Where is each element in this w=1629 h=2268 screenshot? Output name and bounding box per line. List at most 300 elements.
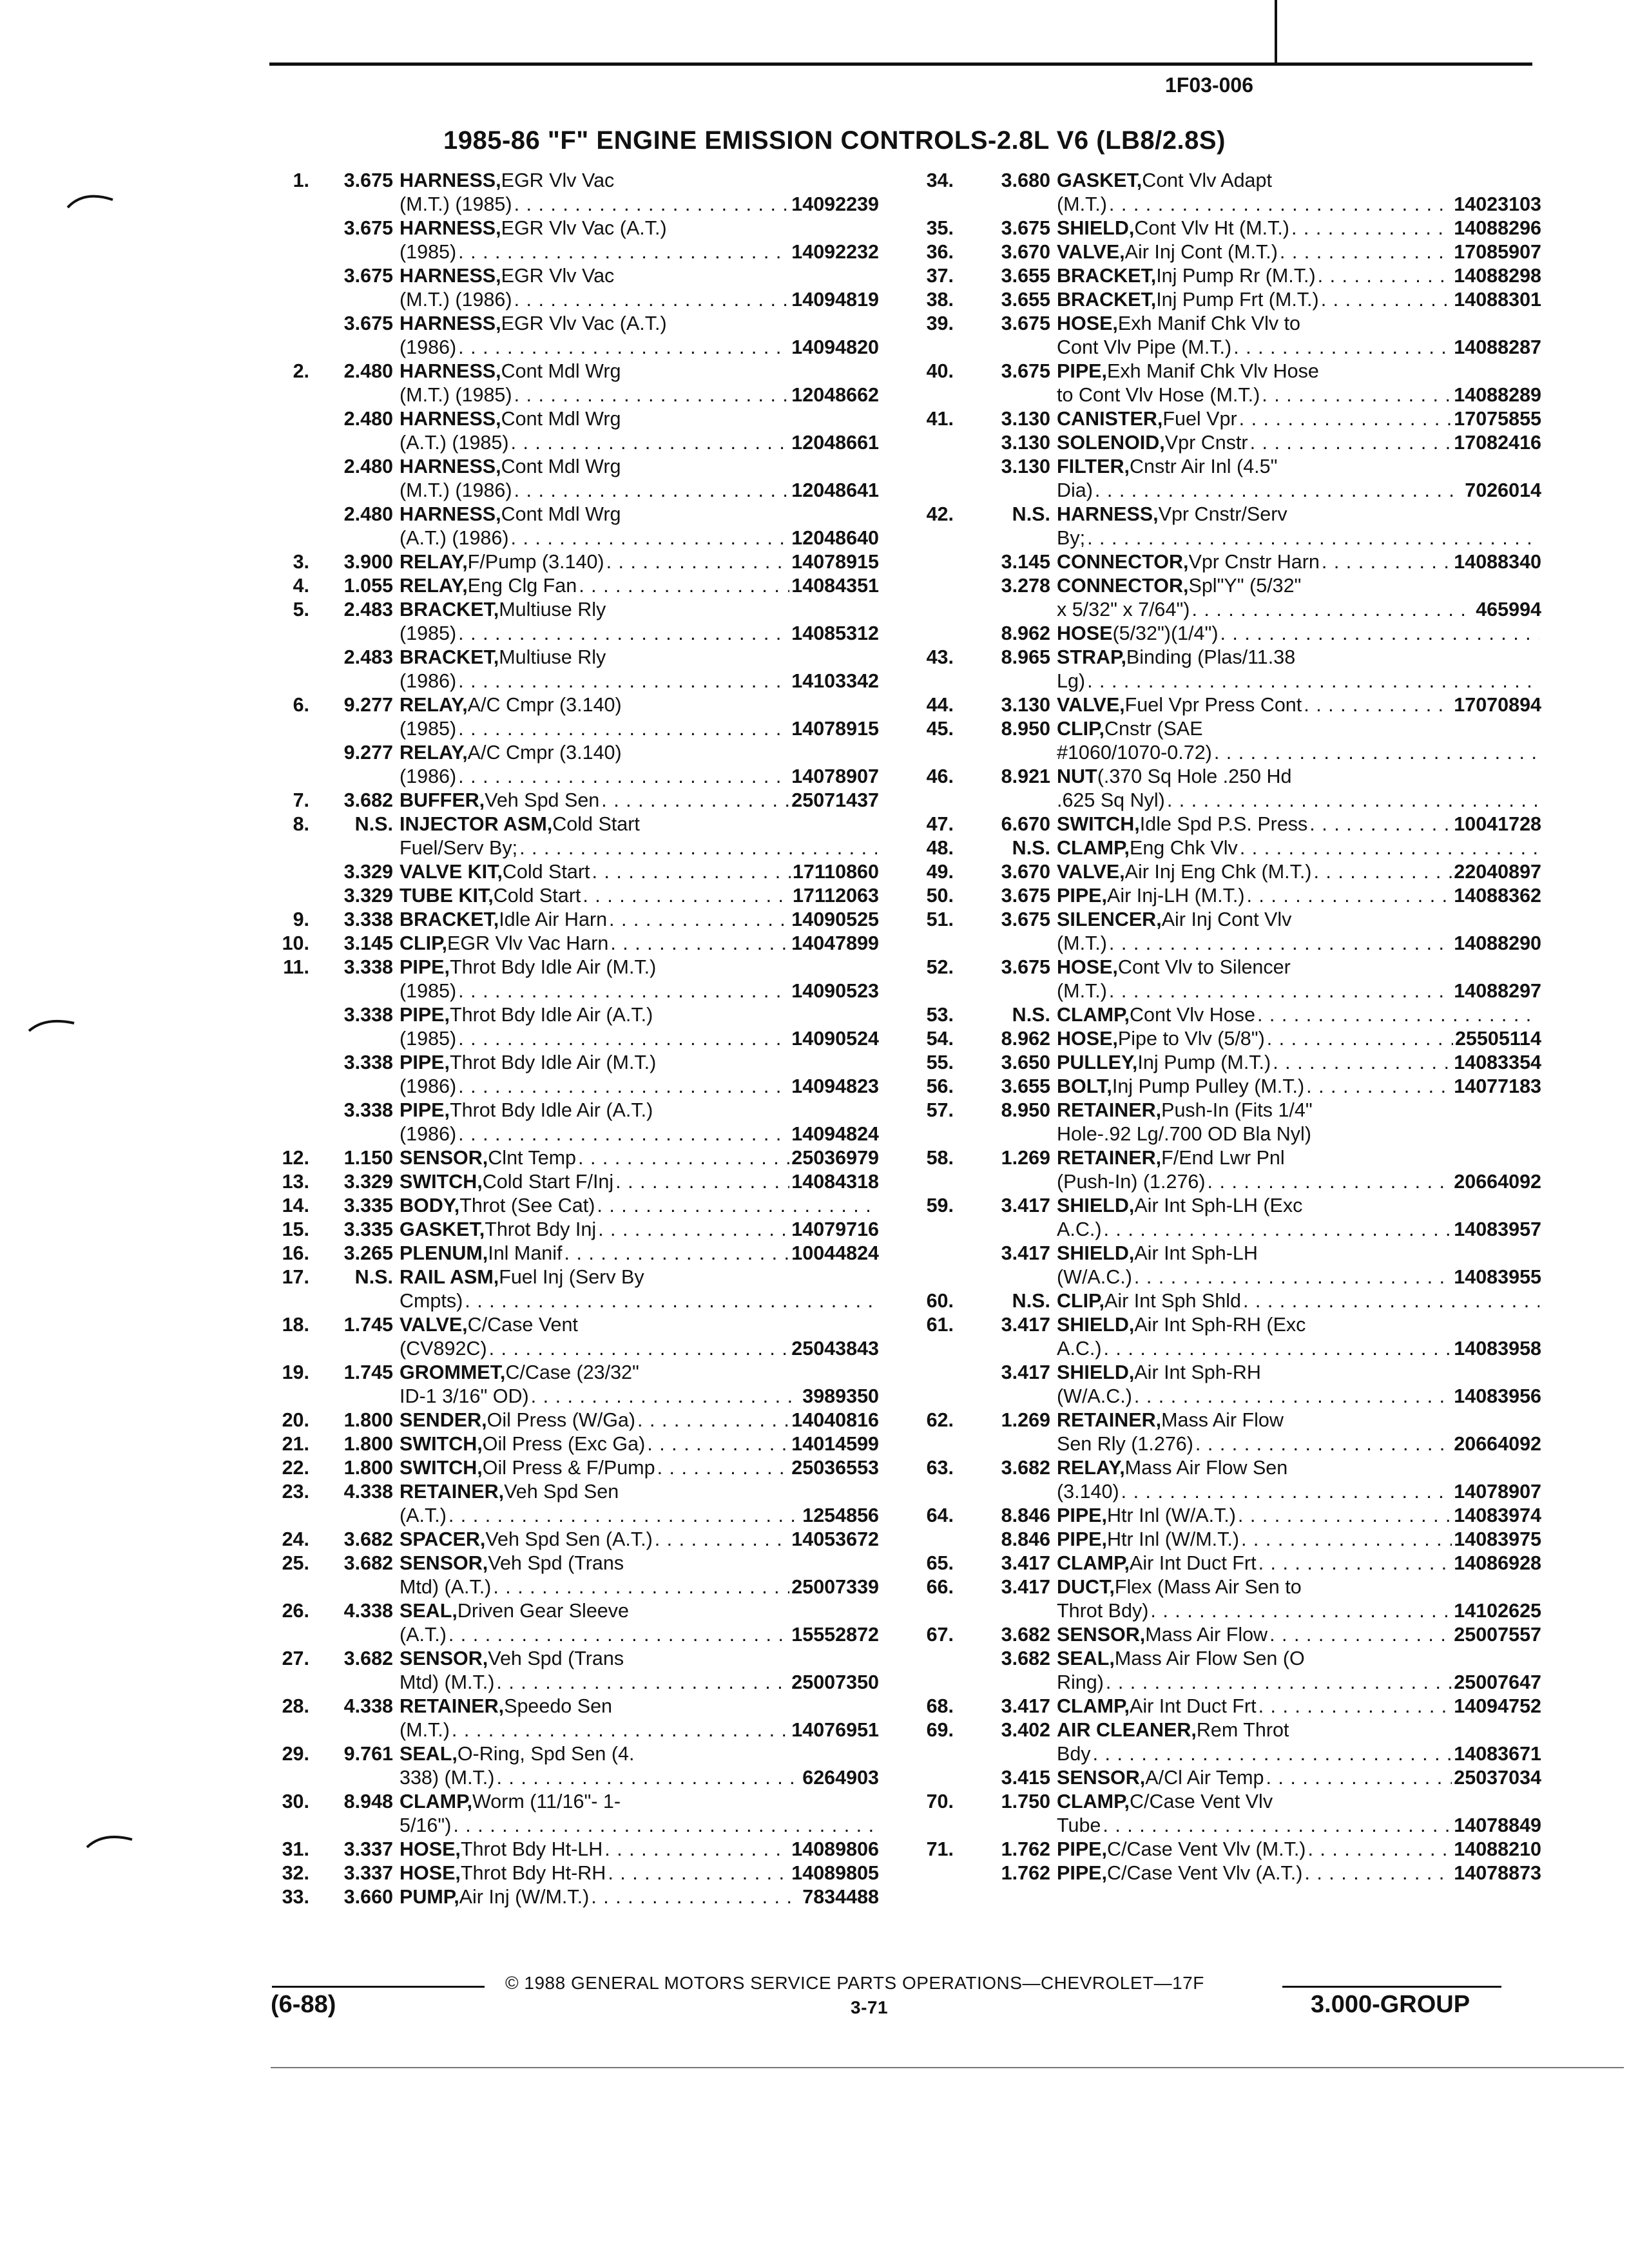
part-name: PIPE, (1057, 1838, 1107, 1860)
item-number (251, 264, 316, 312)
part-name: STRAP, (1057, 646, 1126, 668)
description-line (400, 1099, 879, 1122)
group-number: 2.480 (343, 503, 393, 525)
part-number: 25007339 (791, 1576, 879, 1598)
part-description (400, 1003, 879, 1051)
description-line (1057, 574, 1541, 598)
parts-entry (902, 956, 1547, 1003)
part-number: 12048640 (791, 527, 879, 549)
part-description (400, 1695, 879, 1742)
description-line (1057, 1218, 1541, 1242)
part-description (400, 1480, 879, 1528)
part-description (400, 1051, 879, 1099)
part-number: 14079716 (791, 1218, 879, 1240)
part-description (400, 741, 879, 789)
part-detail: (W/A.C.) (1057, 1385, 1132, 1407)
part-name: CLIP, (400, 932, 448, 954)
item-number: 17. (282, 1266, 309, 1288)
description-line (400, 979, 879, 1003)
part-detail: Throt Bdy) (1057, 1600, 1149, 1622)
parts-entry (902, 765, 1547, 812)
part-name: CANISTER, (1057, 408, 1163, 430)
description-line (400, 360, 879, 383)
part-description (400, 1361, 879, 1408)
dot-leader (583, 884, 791, 908)
part-detail: (M.T.) (400, 1719, 450, 1741)
dot-leader (458, 336, 789, 360)
part-detail: (CV892C) (400, 1338, 487, 1360)
description-line (400, 812, 879, 836)
description-line (400, 407, 879, 431)
item-number: 70. (926, 1791, 954, 1812)
part-number: 6264903 (802, 1767, 879, 1789)
group-number: 3.682 (343, 1552, 393, 1574)
group-number: 8.965 (1001, 646, 1050, 668)
description-line (400, 550, 879, 574)
description-line (400, 264, 879, 288)
description-line (1057, 1480, 1541, 1504)
group-number: 3.675 (343, 265, 393, 287)
parts-entry (251, 1432, 889, 1456)
group-number: 3.338 (343, 1099, 393, 1121)
dot-leader (493, 1575, 789, 1599)
parts-entry (251, 455, 889, 503)
parts-entry (251, 264, 889, 312)
item-number: 29. (282, 1743, 309, 1765)
part-description (400, 956, 879, 1003)
description-line (1057, 1552, 1541, 1575)
description-line (400, 669, 879, 693)
part-detail: (M.T.) (1986) (400, 479, 512, 501)
dot-leader (458, 1075, 789, 1099)
description-line (400, 693, 879, 717)
description-line (400, 1361, 879, 1385)
dot-leader (458, 979, 789, 1003)
parts-entry (251, 1695, 889, 1742)
description-line (400, 1671, 879, 1695)
group-number: 9.277 (343, 742, 393, 764)
part-name: NUT (1057, 765, 1097, 787)
part-description (1057, 717, 1541, 765)
part-description (400, 1408, 879, 1432)
group-number: 3.329 (343, 861, 393, 883)
item-number: 15. (282, 1218, 309, 1240)
footer-rule-left (272, 1986, 485, 1988)
description-line (400, 1432, 879, 1456)
part-detail: Throt Bdy Ht-RH (460, 1862, 606, 1884)
part-name: AIR CLEANER, (1057, 1719, 1197, 1741)
group-number: 8.950 (1001, 718, 1050, 740)
group-number: 3.680 (1001, 169, 1050, 191)
part-detail: Fuel/Serv By; (400, 837, 518, 859)
item-number (251, 1003, 316, 1051)
part-description (400, 312, 879, 360)
item-number: 60. (926, 1290, 954, 1312)
description-line (1057, 1838, 1541, 1861)
description-line (400, 503, 879, 526)
item-number: 46. (926, 765, 954, 787)
part-number: 17112063 (792, 885, 879, 907)
description-line (1057, 1289, 1541, 1313)
part-detail: Fuel Vpr Press Cont (1124, 694, 1302, 716)
dot-leader (1167, 789, 1539, 812)
dot-leader (1241, 1528, 1452, 1552)
part-detail: F/End Lwr Pnl (1161, 1147, 1285, 1169)
part-detail: Air Int Sph-LH (Exc (1134, 1195, 1303, 1216)
part-name: CLAMP, (1057, 1552, 1130, 1574)
item-number: 16. (282, 1242, 309, 1264)
part-detail: Mtd) (M.T.) (400, 1671, 495, 1693)
part-name: PIPE, (1057, 1528, 1107, 1550)
part-detail: Exh Manif Chk Vlv Hose (1106, 360, 1319, 382)
description-line (400, 1122, 879, 1146)
item-number: 49. (926, 861, 954, 883)
parts-entry (902, 1146, 1547, 1194)
description-line (400, 1552, 879, 1575)
part-name: HARNESS, (400, 217, 501, 239)
part-description (1057, 550, 1541, 574)
part-description (1057, 765, 1541, 812)
part-description (1057, 860, 1541, 884)
item-number: 68. (926, 1695, 954, 1717)
part-name: HARNESS, (400, 169, 501, 191)
part-number: 14088290 (1454, 932, 1541, 954)
part-name: VALVE, (400, 1314, 468, 1336)
part-number: 14088298 (1454, 265, 1541, 287)
part-detail: EGR Vlv Vac (A.T.) (501, 217, 667, 239)
group-number: 1.800 (343, 1433, 393, 1455)
dot-leader (514, 193, 790, 216)
item-number: 54. (926, 1028, 954, 1050)
part-description (1057, 455, 1541, 503)
description-line (1057, 1528, 1541, 1552)
item-number: 4. (293, 575, 309, 597)
dot-leader (606, 550, 790, 574)
item-number: 5. (293, 599, 309, 620)
part-number: 14089805 (791, 1862, 879, 1884)
item-number (251, 216, 316, 264)
description-line (1057, 1003, 1541, 1027)
part-name: VALVE, (1057, 694, 1125, 716)
dot-leader (647, 1432, 789, 1456)
dot-leader (1318, 264, 1452, 288)
description-line (400, 1027, 879, 1051)
group-number: 2.483 (343, 599, 393, 620)
dot-leader (1291, 216, 1452, 240)
part-detail: Cold Start F/Inj (482, 1171, 614, 1193)
part-description (400, 1432, 879, 1456)
dot-leader (1238, 1504, 1452, 1528)
part-number: 17085907 (1454, 241, 1541, 263)
part-detail: Inj Pump Frt (M.T.) (1156, 289, 1319, 311)
part-name: PIPE, (1057, 1504, 1107, 1526)
part-number: 14088301 (1454, 289, 1541, 311)
part-name: INJECTOR ASM, (400, 813, 553, 835)
group-number: 3.338 (343, 1052, 393, 1073)
parts-entry (902, 574, 1547, 622)
group-number: 3.675 (1001, 885, 1050, 907)
description-line (400, 1742, 879, 1766)
item-number: 2. (293, 360, 309, 382)
item-number: 50. (926, 885, 954, 907)
description-line (400, 240, 879, 264)
part-number: 20664092 (1454, 1433, 1541, 1455)
group-number: 3.335 (343, 1218, 393, 1240)
part-description (1057, 264, 1541, 288)
item-number: 30. (282, 1791, 309, 1812)
parts-entry (251, 1456, 889, 1480)
item-number: 31. (282, 1838, 309, 1860)
part-description (400, 693, 879, 741)
parts-entry (902, 1528, 1547, 1552)
dot-leader (1220, 622, 1539, 646)
part-name: PIPE, (400, 956, 450, 978)
dot-leader (514, 479, 790, 503)
description-line (1057, 1742, 1541, 1766)
parts-entry (251, 789, 889, 812)
description-line (400, 169, 879, 193)
page-number: 3-71 (851, 1997, 889, 2017)
part-number: 14088287 (1454, 336, 1541, 358)
description-line (1057, 1313, 1541, 1337)
part-name: SWITCH, (400, 1171, 483, 1193)
part-name: SEAL, (1057, 1648, 1115, 1669)
description-line (400, 1456, 879, 1480)
part-name: HOSE (1057, 622, 1113, 644)
dot-leader (1246, 884, 1452, 908)
part-detail: Vpr Cnstr Harn (1188, 551, 1320, 573)
part-detail: Cont Vlv Pipe (M.T.) (1057, 336, 1232, 358)
part-detail: (A.T.) (400, 1504, 447, 1526)
group-number: 3.417 (1001, 1552, 1050, 1574)
part-description (1057, 240, 1541, 264)
description-line (400, 1003, 879, 1027)
part-number: 14078849 (1454, 1814, 1541, 1836)
description-line (400, 741, 879, 765)
group-number: 2.480 (343, 456, 393, 477)
dot-leader (1109, 193, 1452, 216)
part-detail: Air Inj Cont Vlv (1161, 908, 1292, 930)
part-description (400, 1146, 879, 1170)
dot-leader (1093, 1742, 1452, 1766)
parts-entry (902, 908, 1547, 956)
parts-entry (902, 1099, 1547, 1146)
part-number: 14094823 (791, 1075, 879, 1097)
part-detail: Cold Start (493, 885, 581, 907)
part-name: SENSOR, (400, 1648, 488, 1669)
parts-entry (902, 812, 1547, 836)
part-description (1057, 1003, 1541, 1027)
item-number: 25. (282, 1552, 309, 1574)
description-line (400, 1575, 879, 1599)
item-number: 6. (293, 694, 309, 716)
item-number: 42. (926, 503, 954, 525)
part-description (1057, 1146, 1541, 1194)
right-column (902, 169, 1547, 1885)
part-description (1057, 360, 1541, 407)
part-name: FILTER, (1057, 456, 1130, 477)
dot-leader (519, 836, 877, 860)
group-number: 3.675 (1001, 360, 1050, 382)
description-line (1057, 216, 1541, 240)
part-name: SEAL, (400, 1600, 458, 1622)
dot-leader (1191, 598, 1474, 622)
dot-leader (598, 1218, 789, 1242)
part-detail: ID-1 3/16" OD) (400, 1385, 529, 1407)
part-description (400, 574, 879, 598)
part-description (400, 908, 879, 932)
part-name: BRACKET, (1057, 289, 1157, 311)
item-number: 45. (926, 718, 954, 740)
parts-entry (251, 360, 889, 407)
item-number: 12. (282, 1147, 309, 1169)
item-number: 27. (282, 1648, 309, 1669)
dot-leader (1109, 979, 1452, 1003)
part-description (1057, 1504, 1541, 1528)
part-detail: Driven Gear Sleeve (457, 1600, 629, 1622)
part-description (1057, 312, 1541, 360)
description-line (1057, 908, 1541, 932)
part-detail: x 5/32" x 7/64") (1057, 599, 1190, 620)
part-name: RETAINER, (1057, 1099, 1162, 1121)
part-description (400, 1790, 879, 1838)
group-number: 1.800 (343, 1457, 393, 1479)
part-number: 14094820 (791, 336, 879, 358)
part-name: BRACKET, (400, 599, 499, 620)
part-number: 14094752 (1454, 1695, 1541, 1717)
description-line (1057, 550, 1541, 574)
part-description (1057, 1456, 1541, 1504)
parts-entry (902, 1075, 1547, 1099)
part-detail: Air Int Duct Frt (1129, 1552, 1257, 1574)
part-number: 14083354 (1454, 1052, 1541, 1073)
parts-entry (902, 836, 1547, 860)
part-description (400, 598, 879, 646)
part-number: 25007350 (791, 1671, 879, 1693)
parts-entry (251, 1790, 889, 1838)
item-number: 38. (926, 289, 954, 311)
dot-leader (1087, 669, 1539, 693)
page-code: 1F03-006 (1165, 73, 1253, 97)
group-number: 1.762 (1001, 1862, 1050, 1884)
part-name: HARNESS, (400, 360, 501, 382)
part-detail: Inj Pump Rr (M.T.) (1156, 265, 1316, 287)
description-line (400, 717, 879, 741)
parts-entry (251, 932, 889, 956)
dot-leader (1106, 1671, 1452, 1695)
item-number: 7. (293, 789, 309, 811)
description-line (1057, 812, 1541, 836)
item-number: 19. (282, 1361, 309, 1383)
item-number: 64. (926, 1504, 954, 1526)
parts-entry (902, 169, 1547, 216)
item-number: 57. (926, 1099, 954, 1121)
part-description (400, 1456, 879, 1480)
part-description (400, 216, 879, 264)
dot-leader (597, 1194, 877, 1218)
parts-entry (251, 693, 889, 741)
part-name: BRACKET, (1057, 265, 1157, 287)
part-detail: Cont Vlv Hose (1129, 1004, 1255, 1026)
parts-entry (251, 169, 889, 216)
top-vertical-rule (1275, 0, 1277, 63)
item-number: 61. (926, 1314, 954, 1336)
parts-entry (251, 1552, 889, 1599)
part-number: 25007557 (1454, 1624, 1541, 1646)
group-number: 3.329 (343, 885, 393, 907)
dot-leader (531, 1385, 801, 1408)
part-detail: Htr Inl (W/M.T.) (1106, 1528, 1239, 1550)
description-line (400, 1599, 879, 1623)
parts-entry (251, 908, 889, 932)
item-number: 56. (926, 1075, 954, 1097)
group-number: 9.277 (343, 694, 393, 716)
part-number: 15552872 (791, 1624, 879, 1646)
description-line (400, 1075, 879, 1099)
dot-leader (592, 860, 790, 884)
item-number (902, 622, 960, 646)
part-number: 1254856 (802, 1504, 879, 1526)
part-name: RETAINER, (1057, 1147, 1162, 1169)
dot-leader (609, 908, 789, 932)
part-name: HOSE, (400, 1838, 461, 1860)
parts-entry (251, 1361, 889, 1408)
dot-leader (1134, 1265, 1452, 1289)
item-number (902, 550, 960, 574)
part-detail: Cont Mdl Wrg (501, 360, 621, 382)
part-name: CLAMP, (1057, 1695, 1130, 1717)
part-detail: Rem Throt (1196, 1719, 1289, 1741)
part-number: 14078907 (791, 765, 879, 787)
description-line (1057, 1861, 1541, 1885)
description-line (1057, 741, 1541, 765)
part-number: 12048661 (791, 432, 879, 454)
group-number: 3.417 (1001, 1576, 1050, 1598)
part-name: RETAINER, (1057, 1409, 1162, 1431)
dot-leader (1273, 1051, 1452, 1075)
part-detail: F/Pump (3.140) (467, 551, 604, 573)
part-number: 25036553 (791, 1457, 879, 1479)
part-name: SHIELD, (1057, 1195, 1135, 1216)
dot-leader (1208, 1170, 1452, 1194)
part-detail: Clnt Temp (488, 1147, 577, 1169)
group-number: 1.745 (343, 1314, 393, 1336)
part-description (400, 884, 879, 908)
part-detail: Air Inj-LH (M.T.) (1106, 885, 1245, 907)
part-name: GASKET, (1057, 169, 1142, 191)
description-line (400, 479, 879, 503)
part-description (1057, 503, 1541, 550)
part-detail: Cont Vlv Ht (M.T.) (1134, 217, 1289, 239)
part-number: 3989350 (802, 1385, 879, 1407)
dot-leader (578, 1146, 789, 1170)
part-description (400, 1838, 879, 1861)
group-number: N.S. (354, 1266, 393, 1288)
part-name: SEAL, (400, 1743, 458, 1765)
part-detail: Fuel Vpr (1162, 408, 1237, 430)
part-detail: Dia) (1057, 479, 1093, 501)
dot-leader (615, 1170, 789, 1194)
description-line (400, 646, 879, 669)
part-description (1057, 1575, 1541, 1623)
item-number (251, 1051, 316, 1099)
part-description (400, 1099, 879, 1146)
part-name: TUBE KIT, (400, 885, 494, 907)
part-detail: (M.T.) (1057, 980, 1107, 1002)
description-line (1057, 669, 1541, 693)
part-detail: Mass Air Flow Sen (O (1114, 1648, 1305, 1669)
parts-entry (251, 1742, 889, 1790)
